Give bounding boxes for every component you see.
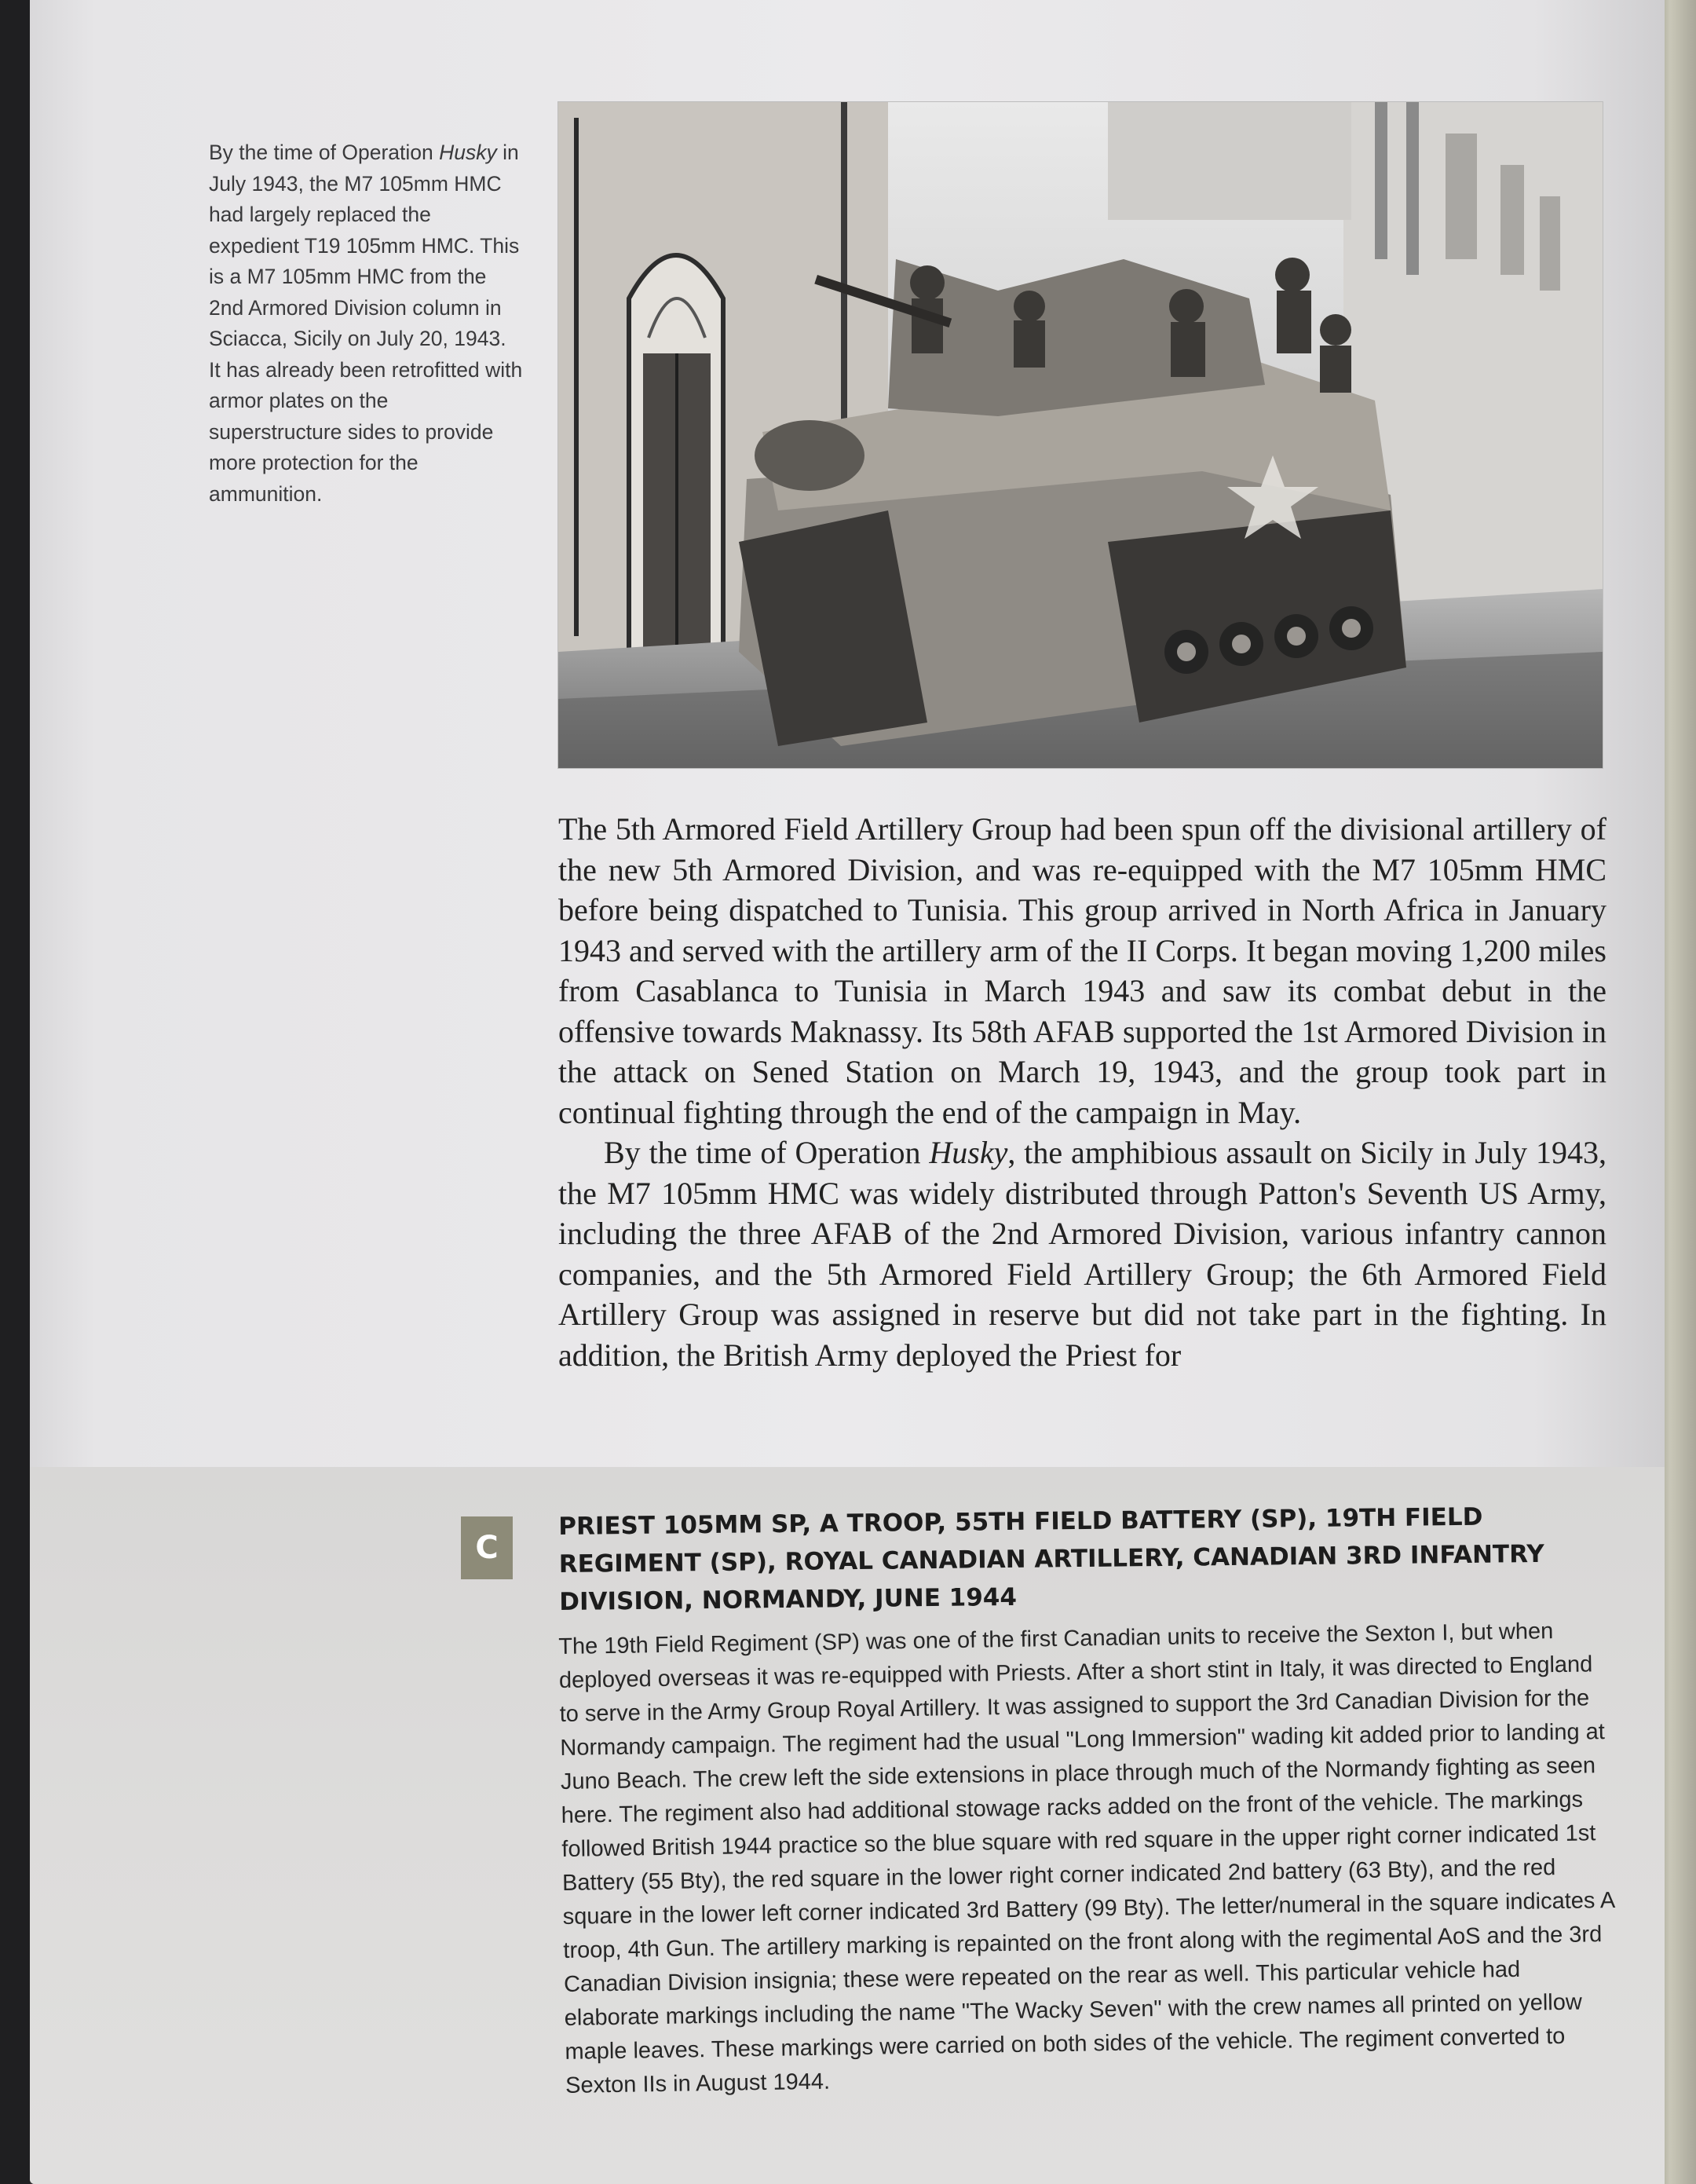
photo-caption — [209, 137, 523, 510]
plate-description: The 19th Field Regiment (SP) was one of the first Canadian units to receive the Sexton I, but when deployed overseas it was re-equipped with Priests. After a short stint in Italy, it was directed to England to serve in the Army Group Royal Artillery. It was assigned to support the 3rd Canadian Division for the Normandy campaign. The regiment had the usual "Long Immersion" wading kit added prior to landing at Juno Beach. The crew left the side extensions in place through much of the Normandy fighting as seen here. The regiment also had additional stowage racks added on the front of the vehicle. The markings followed British 1944 practice so the blue square with red square in the upper right corner indicated 1st Battery (55 Bty), the red square in the lower right corner indicated 2nd battery (63 Bty), and the red square in the lower left corner indicated 3rd Battery (99 Bty). The letter/numeral in the square indicates A troop, 4th Gun. The artillery marking is repainted on the front along with the regimental AoS and the 3rd Canadian Division insignia; these were repeated on the rear as well. This particular vehicle had elaborate markings including the name "The Wacky Seven" with the crew names all printed on yellow maple leaves. These markings were carried on both sides of the vehicle. The regiment converted to Sexton IIs in August 1944. — [558, 1619, 1614, 2098]
caption-text-start: By the time of Operation — [209, 141, 440, 164]
photo-illustration — [558, 102, 1603, 768]
operation-name: Husky — [929, 1135, 1008, 1170]
paragraph-operation-husky — [558, 1132, 1606, 1375]
plate-title: PRIEST 105MM SP, A TROOP, 55TH FIELD BATTERY (SP), 19TH FIELD REGIMENT (SP), ROYAL CANADIAN ARTILLERY, CANADIAN 3RD INFANTRY DIVISION, NORMANDY, JUNE 1944 — [558, 1502, 1544, 1616]
main-body-text — [558, 809, 1606, 1375]
paragraph-text-start: By the time of Operation — [604, 1135, 930, 1170]
plate-letter-badge: C — [461, 1516, 513, 1579]
book-page — [30, 0, 1665, 2184]
caption-operation-name: Husky — [439, 141, 497, 164]
paragraph-5th-armored-field-artillery-group: The 5th Armored Field Artillery Group had been spun off the divisional artillery of the new 5th Armored Division, and was re-equipped with the M7 105mm HMC before being dispatched to Tunisia. This group arrived in North Africa in January 1943 and served with the artillery arm of the II Corps. It began moving 1,200 miles from Casablanca to Tunisia in March 1943 and saw its combat debut in the offensive towards Maknassy. Its 58th AFAB supported the 1st Armored Division in the attack on Sened Station on March 19, 1943, and the group took part in continual fighting through the end of the campaign in May. — [558, 811, 1606, 1130]
caption-text-end: in July 1943, the M7 105mm HMC had largely replaced the expedient T19 105mm HMC. This is a M7 105mm HMC from the 2nd Armored Division column in Sciacca, Sicily on July 20, 1943. It has already been retrofitted with armor plates on the superstructure sides to provide more protection for the ammunition. — [209, 141, 523, 506]
paragraph-text-end: , the amphibious assault on Sicily in July 1943, the M7 105mm HMC was widely distributed through Patton's Seventh US Army, including the three AFAB of the 2nd Armored Division, various infantry cannon companies, and the 5th Armored Field Artillery Group; the 6th Armored Field Artillery Group was assigned in reserve but did not take part in the fighting. In addition, the British Army deployed the Priest for — [558, 1135, 1607, 1373]
background-left — [0, 0, 30, 2184]
photo-m7-hmc-sciacca — [558, 102, 1603, 768]
